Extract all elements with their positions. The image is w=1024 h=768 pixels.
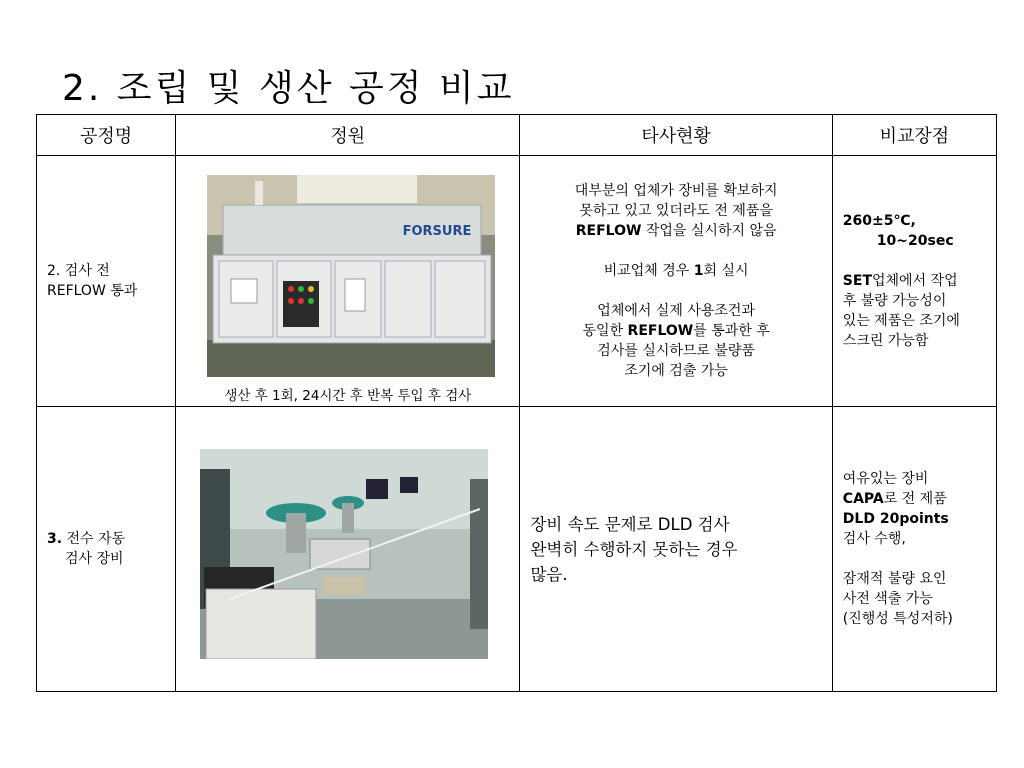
advantage-line: 여유있는 장비 [842, 471, 929, 487]
advantage-line: 있는 제품은 조기에 [842, 313, 960, 329]
process-line: 검사 장비 [65, 551, 124, 567]
table-header-row [37, 115, 997, 156]
advantage-line: CAPA로 전 제품 [842, 491, 947, 507]
others-line: 동일한 REFLOW를 통과한 후 [582, 323, 770, 339]
others-line: 많음. [530, 564, 568, 584]
advantage-line: 잠재적 불량 요인 [842, 571, 947, 587]
advantage-line: (진행성 특성저하) [842, 611, 953, 627]
advantage-line: 검사 수행, [842, 531, 906, 547]
table-row [37, 407, 997, 692]
advantage-line: SET업체에서 작업 [842, 273, 958, 289]
brand-label: FORSURE [402, 224, 472, 239]
advantage-line: 스크린 가능함 [842, 333, 929, 349]
others-cell [520, 407, 832, 692]
process-cell [37, 156, 176, 407]
others-line: 업체에서 실제 사용조건과 [597, 303, 755, 319]
others-line: 조기에 검출 가능 [624, 363, 728, 379]
others-line: 완벽히 수행하지 못하는 경우 [530, 539, 738, 559]
caption-text: 생산 후 1회, 24시간 후 반복 투입 후 검사 [224, 388, 472, 404]
advantage-line: 10~20sec [876, 233, 954, 249]
header-site: 정원 [176, 115, 520, 156]
header-advantage: 비교장점 [832, 115, 996, 156]
others-line: 못하고 있고 있더라도 전 제품을 [579, 203, 773, 219]
others-line: 대부분의 업체가 장비를 확보하지 [574, 183, 778, 199]
others-line: REFLOW 작업을 실시하지 않음 [575, 223, 777, 239]
photo-caption [176, 384, 519, 404]
advantage-line: 사전 색출 가능 [842, 591, 933, 607]
photo-cell [176, 407, 520, 692]
advantage-cell [832, 407, 996, 692]
header-process: 공정명 [37, 115, 176, 156]
others-line: 비교업체 경우 1회 실시 [603, 263, 749, 279]
comparison-table [36, 114, 997, 692]
advantage-cell [832, 156, 996, 407]
header-others: 타사현황 [520, 115, 832, 156]
auto-inspection-photo [200, 449, 488, 659]
process-cell [37, 407, 176, 692]
reflow-oven-photo [207, 175, 495, 377]
process-line: 3. 전수 자동 [47, 531, 126, 547]
others-cell [520, 156, 832, 407]
advantage-line: 260±5℃, [842, 213, 916, 229]
process-line: 2. 검사 전 [47, 263, 110, 279]
table-row [37, 156, 997, 407]
others-line: 검사를 실시하므로 불량품 [597, 343, 755, 359]
photo-cell [176, 156, 520, 407]
advantage-line: 후 불량 가능성이 [842, 293, 947, 309]
process-line: REFLOW 통과 [47, 283, 138, 299]
slide-title: 2. 조립 및 생산 공정 비교 [62, 68, 515, 109]
advantage-line: DLD 20points [842, 511, 949, 527]
others-line: 장비 속도 문제로 DLD 검사 [530, 514, 730, 534]
